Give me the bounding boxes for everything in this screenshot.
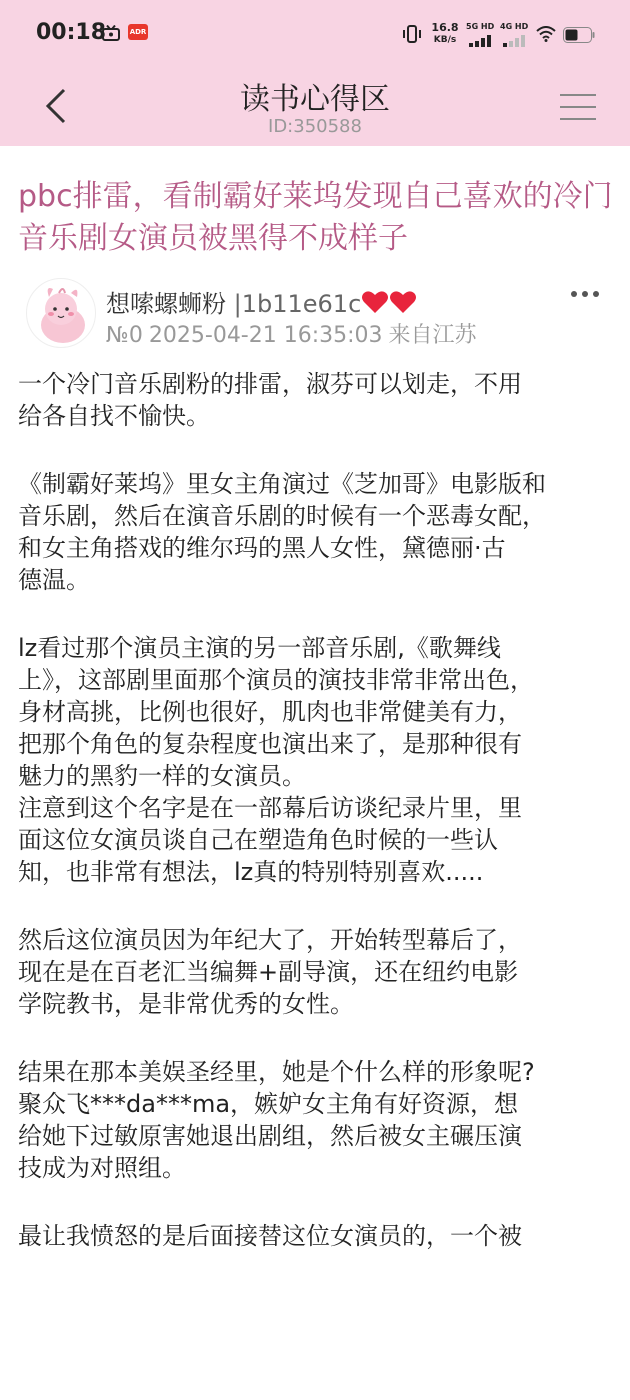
floor-number: №0: [106, 323, 143, 348]
author-name[interactable]: 想嗦螺蛳粉: [106, 290, 226, 318]
post-datetime: 2025-04-21 16:35:03: [148, 323, 383, 348]
paragraph-5: 结果在那本美娱圣经里，她是个什么样的形象呢? 聚众飞***da***ma，嫉妒女主角有好资源，想 给她下过敏原害她退出剧组，然后被女主碾压演 技成为对照组。: [18, 1058, 535, 1182]
pink-creature-avatar-icon: [27, 279, 96, 348]
paragraph-3: lz看过那个演员主演的另一部音乐剧,《歌舞线 上》，这部剧里面那个演员的演技非常非常出色， 身材高挑，比例也很好，肌肉也非常健美有力， 把那个角色的复杂程度也演出来了，是那种很有 魅力的黑豹一样的女演员。 注意到这个名字是在一部幕后访谈纪录片里，里 面这位女演员谈自己在塑造角色时候的一些认 知，也非常有想法，lz真的特别特别喜欢.....: [18, 634, 534, 886]
post-location: 来自江苏: [388, 323, 477, 348]
menu-icon[interactable]: [560, 92, 596, 122]
paragraph-1: 一个冷门音乐剧粉的排雷，淑芬可以划走，不用 给各自找不愉快。: [18, 370, 522, 430]
net-speed: 16.8 KB/s: [431, 21, 459, 45]
signal-bars-icon: [466, 35, 492, 47]
app-badge-icon: ADR: [128, 24, 148, 40]
avatar[interactable]: [26, 278, 96, 348]
heart-icon: [389, 289, 417, 315]
sim2-signal: 4G HD: [500, 22, 530, 51]
author-line: [106, 284, 417, 319]
tv-icon: [102, 25, 120, 41]
post-meta: [106, 318, 483, 349]
wifi-icon: [536, 26, 556, 42]
status-time: 00:18: [36, 20, 107, 45]
battery-icon: [563, 27, 595, 43]
vibrate-icon: [402, 24, 422, 44]
post-title: pbc排雷，看制霸好莱坞发现自己喜欢的冷门音乐剧女演员被黑得不成样子: [18, 179, 613, 256]
post-content: [18, 368, 618, 1252]
paragraph-4: 然后这位演员因为年纪大了，开始转型幕后了， 现在是在百老汇当编舞+副导演，还在纽约电影 学院教书，是非常优秀的女性。: [18, 926, 522, 1018]
top-header: [0, 0, 630, 146]
forum-id: ID:350588: [268, 116, 362, 137]
author-uid: |1b11e61c: [233, 290, 362, 318]
more-options-icon[interactable]: [570, 286, 600, 302]
heart-icon: [361, 289, 389, 315]
paragraph-2: 《制霸好莱坞》里女主角演过《芝加哥》电影版和 音乐剧，然后在演音乐剧的时候有一个恶毒女配， 和女主角搭戏的维尔玛的黑人女性，黛德丽·古 德温。: [18, 470, 546, 594]
paragraph-6: 最让我愤怒的是后面接替这位女演员的，一个被: [18, 1222, 522, 1250]
signal-bars-icon: [500, 35, 526, 47]
sim1-signal: 5G HD: [466, 22, 496, 51]
status-bar: [0, 0, 630, 66]
page-title: 读书心得区: [240, 82, 390, 117]
